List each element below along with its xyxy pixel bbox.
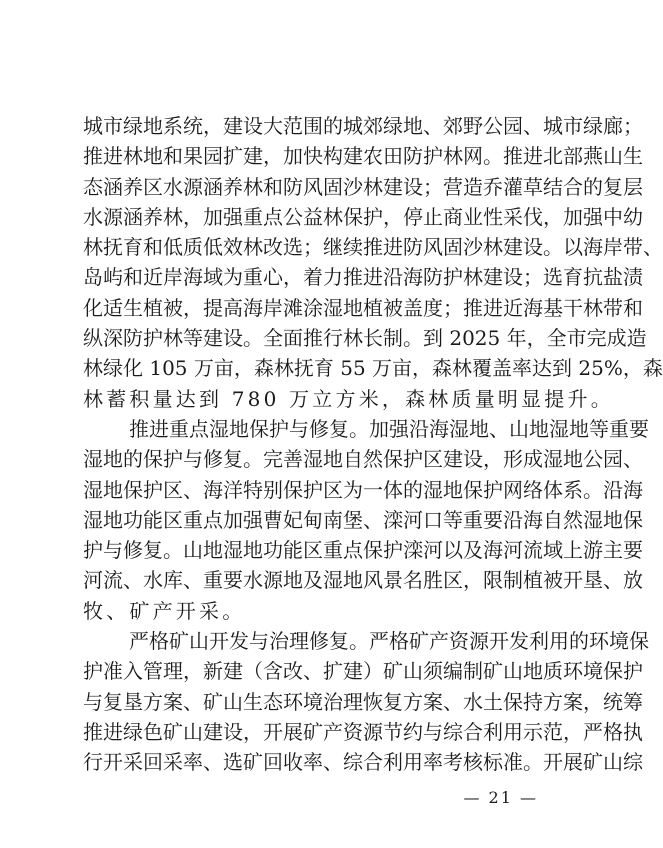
text-line: 推进林地和果园扩建，加快构建农田防护林网。推进北部燕山生 <box>83 144 643 169</box>
text-line: 行开采回采率、选矿回收率、综合利用率考核标准。开展矿山综 <box>83 750 643 775</box>
text-line: 湿地的保护与修复。完善湿地自然保护区建设，形成湿地公园、 <box>83 447 643 472</box>
text-line: 水源涵养林，加强重点公益林保护，停止商业性采伐，加强中幼 <box>83 204 643 229</box>
text-line: 纵深防护林等建设。全面推行林长制。到 2025 年，全市完成造 <box>83 326 647 351</box>
body-text <box>83 111 663 778</box>
text-line: 湿地功能区重点加强曹妃甸南堡、滦河口等重要沿海自然湿地保 <box>83 507 643 532</box>
text-line: 态涵养区水源涵养林和防风固沙林建设；营造乔灌草结合的复层 <box>83 174 643 199</box>
text-line: 推进重点湿地保护与修复。加强沿海湿地、山地湿地等重要 <box>129 416 649 441</box>
text-line: 林抚育和低质低效林改选；继续推进防风固沙林建设。以海岸带、 <box>83 235 663 260</box>
text-line: 与复垦方案、矿山生态环境治理恢复方案、水土保持方案，统筹 <box>83 689 643 714</box>
text-line: 护与修复。山地湿地功能区重点保护滦河以及海河流域上游主要 <box>83 538 643 563</box>
text-line: 护准入管理，新建（含改、扩建）矿山须编制矿山地质环境保护 <box>83 659 643 684</box>
text-line: 化适生植被，提高海岸滩涂湿地植被盖度；推进近海基干林带和 <box>83 295 643 320</box>
text-line: 牧、矿产开采。 <box>83 598 246 623</box>
text-line: 严格矿山开发与治理修复。严格矿产资源开发利用的环境保 <box>129 629 649 654</box>
text-line: 林蓄积量达到 780 万立方米，森林质量明显提升。 <box>83 386 614 411</box>
text-line: 湿地保护区、海洋特别保护区为一体的湿地保护网络体系。沿海 <box>83 477 643 502</box>
text-line: 城市绿地系统，建设大范围的城郊绿地、郊野公园、城市绿廊； <box>83 114 643 138</box>
text-line: 推进绿色矿山建设，开展矿产资源节约与综合利用示范，严格执 <box>83 719 643 744</box>
page-number: — 21 — <box>463 788 538 807</box>
text-line: 河流、水库、重要水源地及湿地风景名胜区，限制植被开垦、放 <box>83 568 643 593</box>
text-line: 林绿化 105 万亩，森林抚育 55 万亩，森林覆盖率达到 25%，森 <box>83 356 663 381</box>
text-line: 岛屿和近岸海域为重心，着力推进沿海防护林建设；选育抗盐渍 <box>83 265 643 290</box>
